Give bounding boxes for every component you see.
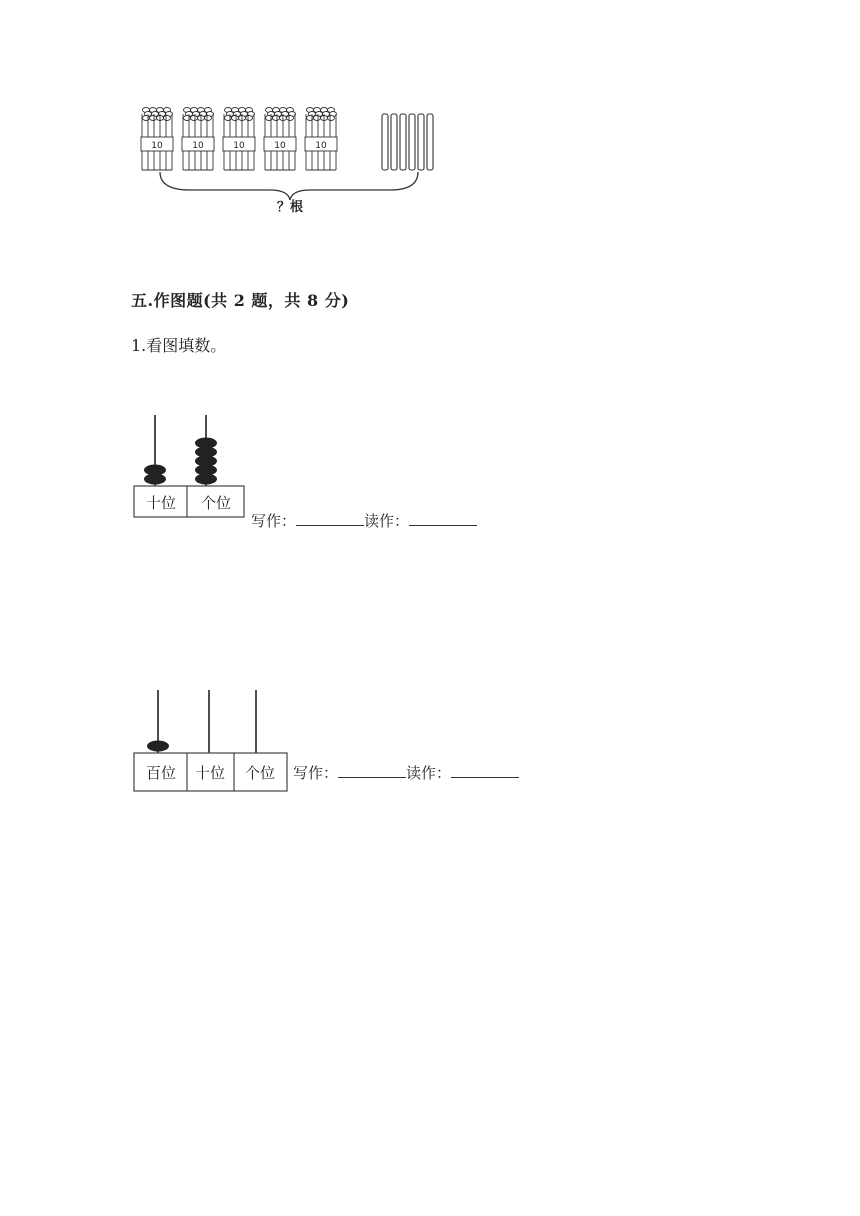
curly-brace: [160, 172, 418, 200]
bundle-label: 10: [274, 141, 286, 151]
write-blank[interactable]: [338, 763, 406, 778]
stick-bundle: [182, 108, 214, 171]
abacus1-label-ones: 个位: [200, 494, 232, 512]
read-blank[interactable]: [451, 763, 519, 778]
abacus1-answer-line: [251, 510, 477, 531]
loose-stick: [400, 114, 406, 170]
loose-sticks: [382, 114, 433, 170]
write-blank[interactable]: [296, 511, 364, 526]
bundle-label: 10: [192, 141, 204, 151]
loose-stick: [391, 114, 397, 170]
sticks-bundle-figure: [130, 100, 450, 225]
question-prompt: 1.看图填数。: [131, 336, 227, 355]
abacus2-label-ones: 个位: [244, 764, 276, 782]
abacus1-bead: [195, 438, 217, 449]
stick-bundle: [141, 108, 173, 171]
loose-stick: [418, 114, 424, 170]
bundle-label: 10: [315, 141, 327, 151]
section-title: 五.作图题(共 2 题，共 8 分): [131, 291, 350, 310]
loose-stick: [427, 114, 433, 170]
abacus2-bead: [147, 741, 169, 752]
read-label: 读作：: [364, 512, 410, 530]
abacus2-answer-line: [293, 762, 519, 783]
loose-stick: [409, 114, 415, 170]
abacus-1: [130, 410, 250, 522]
stick-bundle: [264, 108, 296, 171]
write-label: 写作：: [293, 764, 339, 782]
read-label: 读作：: [406, 764, 452, 782]
bundle-label: 10: [233, 141, 245, 151]
abacus2-label-hundreds: 百位: [145, 764, 177, 782]
abacus1-bead: [144, 465, 166, 476]
stick-bundle: [305, 108, 337, 171]
abacus1-label-tens: 十位: [145, 494, 177, 512]
loose-stick: [382, 114, 388, 170]
abacus2-label-tens: 十位: [194, 764, 226, 782]
abacus-2: [130, 685, 292, 797]
sticks-caption: ？根: [276, 200, 304, 215]
write-label: 写作：: [251, 512, 297, 530]
read-blank[interactable]: [409, 511, 477, 526]
stick-bundle: [223, 108, 255, 171]
bundle-label: 10: [151, 141, 163, 151]
